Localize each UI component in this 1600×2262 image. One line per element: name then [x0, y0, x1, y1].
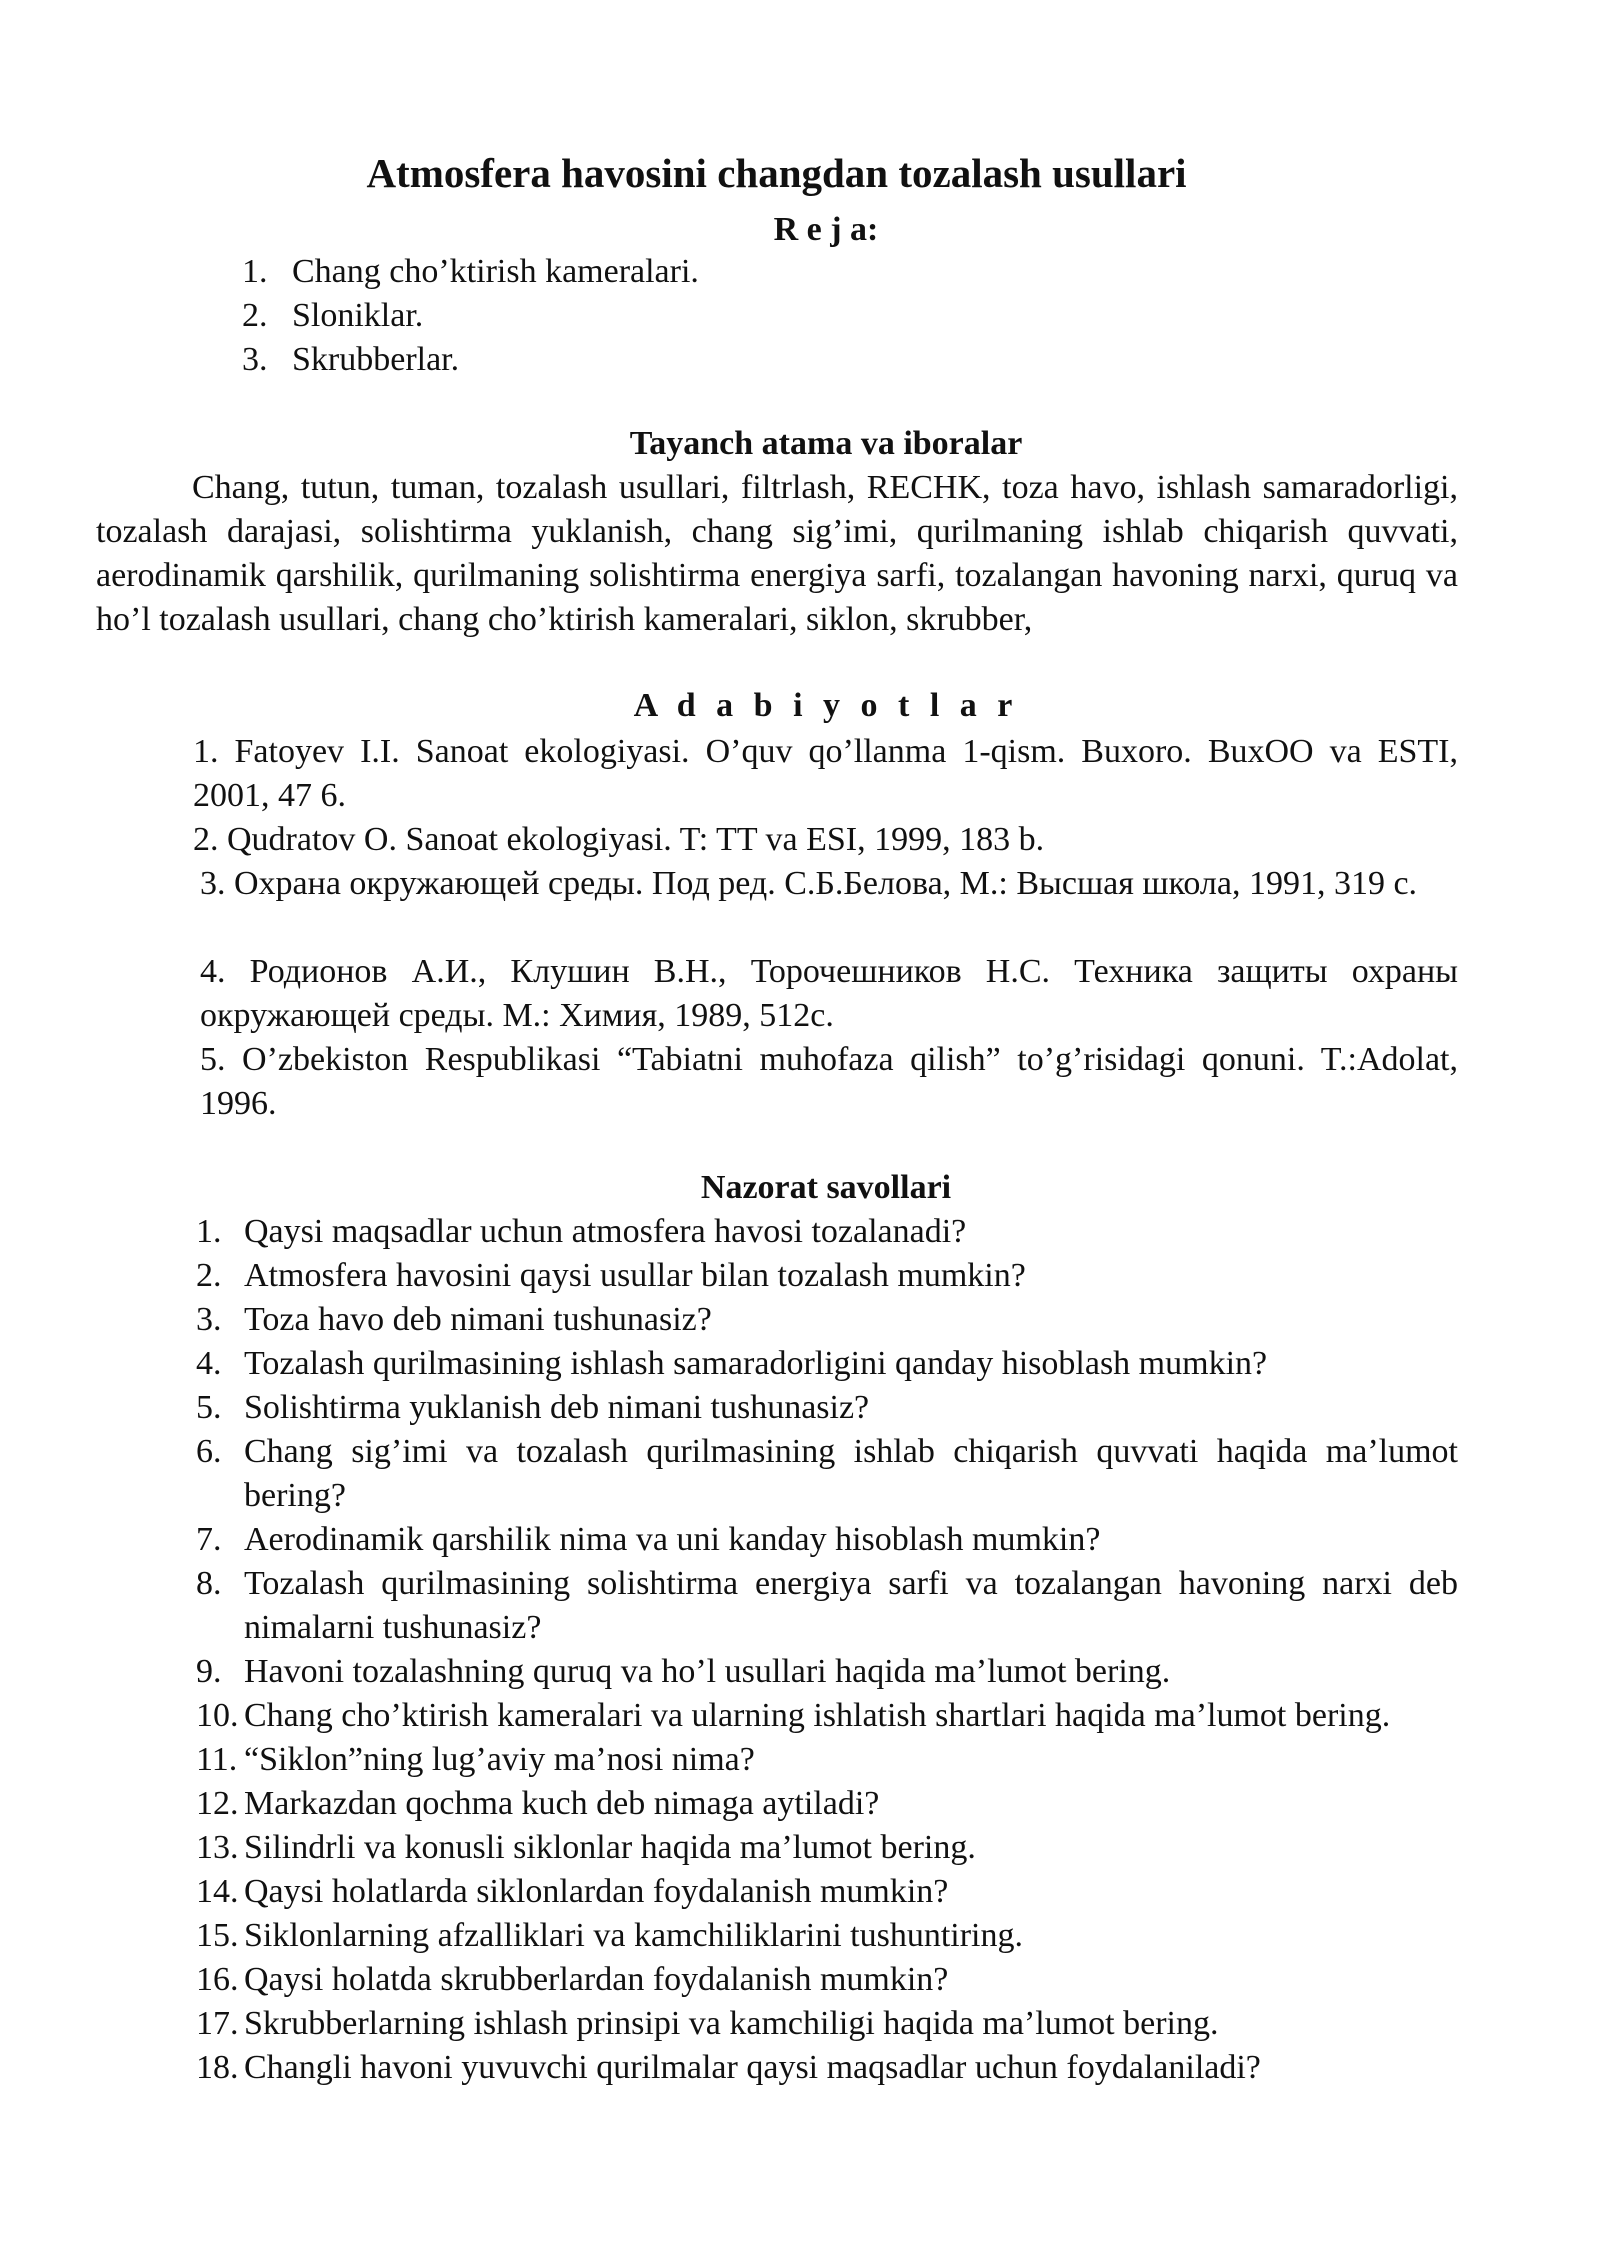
- list-number: 5.: [196, 1389, 222, 1426]
- list-item: [196, 1694, 1458, 1738]
- nazorat-heading: Nazorat savollari: [700, 1169, 952, 1206]
- tayanch-paragraph: [96, 466, 1458, 642]
- list-text: Havoni tozalashning quruq va ho’l usullari haqida ma’lumot bering.: [244, 1653, 1171, 1690]
- list-item: [196, 1958, 1458, 2002]
- list-item: [196, 1430, 1458, 1518]
- list-number: 7.: [196, 1521, 222, 1558]
- list-item: [196, 1254, 1458, 1298]
- list-text: Chang cho’ktirish kameralari.: [292, 253, 699, 290]
- list-number: 1.: [242, 253, 268, 290]
- list-text: Qaysi holatda skrubberlardan foydalanish mumkin?: [244, 1961, 949, 1998]
- list-item: [242, 294, 1442, 338]
- list-text: Sloniklar.: [292, 297, 424, 334]
- list-number: 11.: [196, 1741, 238, 1778]
- list-item: [196, 1386, 1458, 1430]
- list-item: [196, 1870, 1458, 1914]
- list-item: [196, 1562, 1458, 1650]
- list-text: Chang cho’ktirish kameralari va ularning ishlatish shartlari haqida ma’lumot bering.: [244, 1697, 1391, 1734]
- list-text: Toza havo deb nimani tushunasiz?: [244, 1301, 712, 1338]
- list-number: 9.: [196, 1653, 222, 1690]
- list-text: Tozalash qurilmasining solishtirma energiya sarfi va tozalangan havoning narxi deb nimalarni tushunasiz?: [244, 1565, 1458, 1646]
- list-item: [242, 338, 1442, 382]
- reference-item: 1. Fatoyev I.I. Sanoat ekologiyasi. O’quv qo’llanma 1-qism. Buxoro. BuxOO va ESTI, 2001, 47 6.: [193, 733, 1458, 814]
- tayanch-heading: Tayanch atama va iboralar: [629, 425, 1023, 462]
- list-text: Changli havoni yuvuvchi qurilmalar qaysi maqsadlar uchun foydalaniladi?: [244, 2049, 1261, 2086]
- list-number: 3.: [242, 341, 268, 378]
- list-text: Aerodinamik qarshilik nima va uni kanday hisoblash mumkin?: [244, 1521, 1101, 1558]
- list-number: 8.: [196, 1565, 222, 1602]
- tayanch-text: Chang, tutun, tuman, tozalash usullari, filtrlash, RECHK, toza havo, ishlash samaradorligi, tozalash darajasi, solishtirma yuklanish, chang sig’imi, qurilmaning ishlab chiqarish quvvati, aerodinamik qarshilik, qurilmaning solishtirma energiya sarfi, tozalangan havoning narxi, quruq va ho’l tozalash usullari, chang cho’ktirish kameralari, siklon, skrubber,: [96, 469, 1458, 638]
- list-number: 3.: [196, 1301, 222, 1338]
- list-number: 12.: [196, 1785, 239, 1822]
- list-text: Solishtirma yuklanish deb nimani tushunasiz?: [244, 1389, 870, 1426]
- list-item: [196, 1650, 1458, 1694]
- list-number: 14.: [196, 1873, 239, 1910]
- list-item: [196, 1210, 1458, 1254]
- reference-item: 4. Родионов А.И., Клушин В.Н., Торочешников Н.С. Техника защиты охраны окружающей среды. М.: Химия, 1989, 512с.: [200, 953, 1458, 1034]
- list-number: 17.: [196, 2005, 239, 2042]
- list-item: [196, 2046, 1458, 2090]
- list-number: 10.: [196, 1697, 239, 1734]
- list-number: 16.: [196, 1961, 239, 1998]
- reja-list: [242, 250, 1442, 382]
- list-text: Qaysi holatlarda siklonlardan foydalanish mumkin?: [244, 1873, 949, 1910]
- list-number: 2.: [196, 1257, 222, 1294]
- adabiyotlar-heading: A d a b i y o t l a r: [633, 687, 1019, 724]
- list-number: 4.: [196, 1345, 222, 1382]
- reference-item: 5. O’zbekiston Respublikasi “Tabiatni muhofaza qilish” to’g’risidagi qonuni. T.:Adolat, 1996.: [200, 1041, 1458, 1122]
- list-number: 15.: [196, 1917, 239, 1954]
- list-text: Skrubberlar.: [292, 341, 460, 378]
- list-item: [196, 2002, 1458, 2046]
- list-item: [196, 1914, 1458, 1958]
- list-text: Silindrli va konusli siklonlar haqida ma’lumot bering.: [244, 1829, 976, 1866]
- list-text: Markazdan qochma kuch deb nimaga aytiladi?: [244, 1785, 880, 1822]
- list-item: [196, 1518, 1458, 1562]
- list-text: Chang sig’imi va tozalash qurilmasining ishlab chiqarish quvvati haqida ma’lumot bering?: [244, 1433, 1458, 1514]
- reja-heading: R e j a:: [773, 211, 879, 248]
- list-text: Qaysi maqsadlar uchun atmosfera havosi tozalanadi?: [244, 1213, 967, 1250]
- list-number: 1.: [196, 1213, 222, 1250]
- nazorat-list: [196, 1210, 1458, 2090]
- list-item: [196, 1738, 1458, 1782]
- list-item: [196, 1342, 1458, 1386]
- list-item: [242, 250, 1442, 294]
- list-item: [196, 1826, 1458, 1870]
- list-text: Atmosfera havosini qaysi usullar bilan tozalash mumkin?: [244, 1257, 1026, 1294]
- reference-item: 2. Qudratov O. Sanoat ekologiyasi. T: TT va ESI, 1999, 183 b.: [193, 821, 1045, 858]
- list-text: “Siklon”ning lug’aviy ma’nosi nima?: [244, 1741, 755, 1778]
- list-text: Skrubberlarning ishlash prinsipi va kamchiligi haqida ma’lumot bering.: [244, 2005, 1219, 2042]
- list-text: Tozalash qurilmasining ishlash samaradorligini qanday hisoblash mumkin?: [244, 1345, 1268, 1382]
- list-text: Siklonlarning afzalliklari va kamchiliklarini tushuntiring.: [244, 1917, 1023, 1954]
- list-number: 18.: [196, 2049, 239, 2086]
- document-title: Atmosfera havosini changdan tozalash usullari: [366, 150, 1187, 196]
- list-number: 6.: [196, 1433, 222, 1470]
- list-item: [196, 1298, 1458, 1342]
- list-number: 13.: [196, 1829, 239, 1866]
- reference-item: 3. Охрана окружающей среды. Под ред. С.Б.Белова, М.: Высшая школа, 1991, 319 с.: [200, 865, 1418, 902]
- list-item: [196, 1782, 1458, 1826]
- list-number: 2.: [242, 297, 268, 334]
